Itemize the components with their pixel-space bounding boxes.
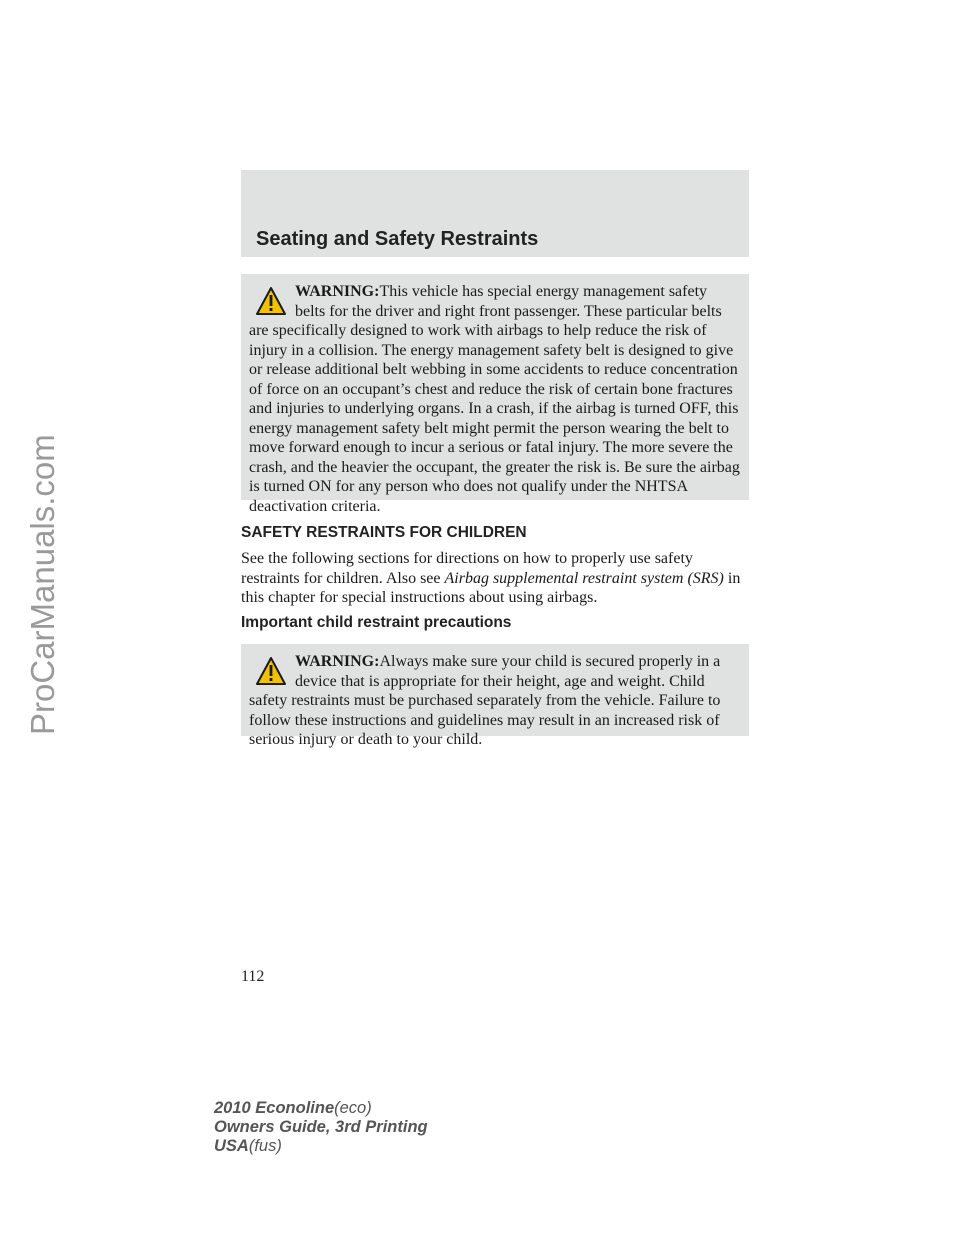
warning-triangle-icon <box>255 656 287 686</box>
cross-reference-link: Airbag supplemental restraint system (SRS) <box>444 569 724 587</box>
warning-text: This vehicle has special energy management safety belts for the driver and right front passenger. These particular belts are specifically designed to work with airbags to help reduce the risk of injury in a collision. The energy management safety belt is designed to give or release additional belt webbing in some accidents to reduce concentration of force on an occupant’s chest and reduce the risk of certain bone fractures and injuries to underlying organs. In a crash, if the airbag is turned OFF, this energy management safety belt might permit the person wearing the belt to move forward enough to incur a serious or fatal injury. The more severe the crash, and the heavier the occupant, the greater the risk is. Be sure the airbag is turned ON for any person who does not qualify under the NHTSA deactivation criteria. <box>249 283 740 515</box>
watermark <box>8 0 72 1242</box>
watermark-text: ProCarManuals.com <box>24 434 61 735</box>
section-title: Seating and Safety Restraints <box>256 228 539 250</box>
section-header <box>241 170 749 257</box>
page-number: 112 <box>241 968 265 985</box>
footer-line-region <box>214 1137 428 1156</box>
warning-label: WARNING: <box>295 283 380 300</box>
warning-box-child-secured <box>241 644 749 748</box>
heading-child-restraint-precautions: Important child restraint precautions <box>241 614 512 631</box>
warning-text: Always make sure your child is secured properly in a device that is appropriate for their height, age and weight. Child safety restraints must be purchased separately from the vehicle. Failure to follow these instructions and guidelines may result in an increased risk of serious injury or death to your child. <box>249 653 721 748</box>
footer-line-model <box>214 1099 428 1118</box>
paragraph-text: See the following sections for directions on how to properly use safety restraints for children. Also see <box>241 550 693 587</box>
paragraph-text-end: in this chapter for special instructions about using airbags. <box>241 569 741 606</box>
heading-safety-restraints-children: SAFETY RESTRAINTS FOR CHILDREN <box>241 524 527 541</box>
warning-box-energy-management <box>241 274 749 515</box>
footer-region: USA <box>214 1137 249 1155</box>
warning-label: WARNING: <box>295 653 380 670</box>
body-paragraph <box>241 549 751 608</box>
warning-triangle-icon <box>255 286 287 316</box>
footer-model-code: (eco) <box>334 1099 372 1117</box>
document-footer <box>214 1099 428 1156</box>
footer-model: 2010 Econoline <box>214 1099 335 1117</box>
footer-region-code: (fus) <box>248 1137 282 1155</box>
footer-edition: Owners Guide, 3rd Printing <box>214 1118 428 1136</box>
